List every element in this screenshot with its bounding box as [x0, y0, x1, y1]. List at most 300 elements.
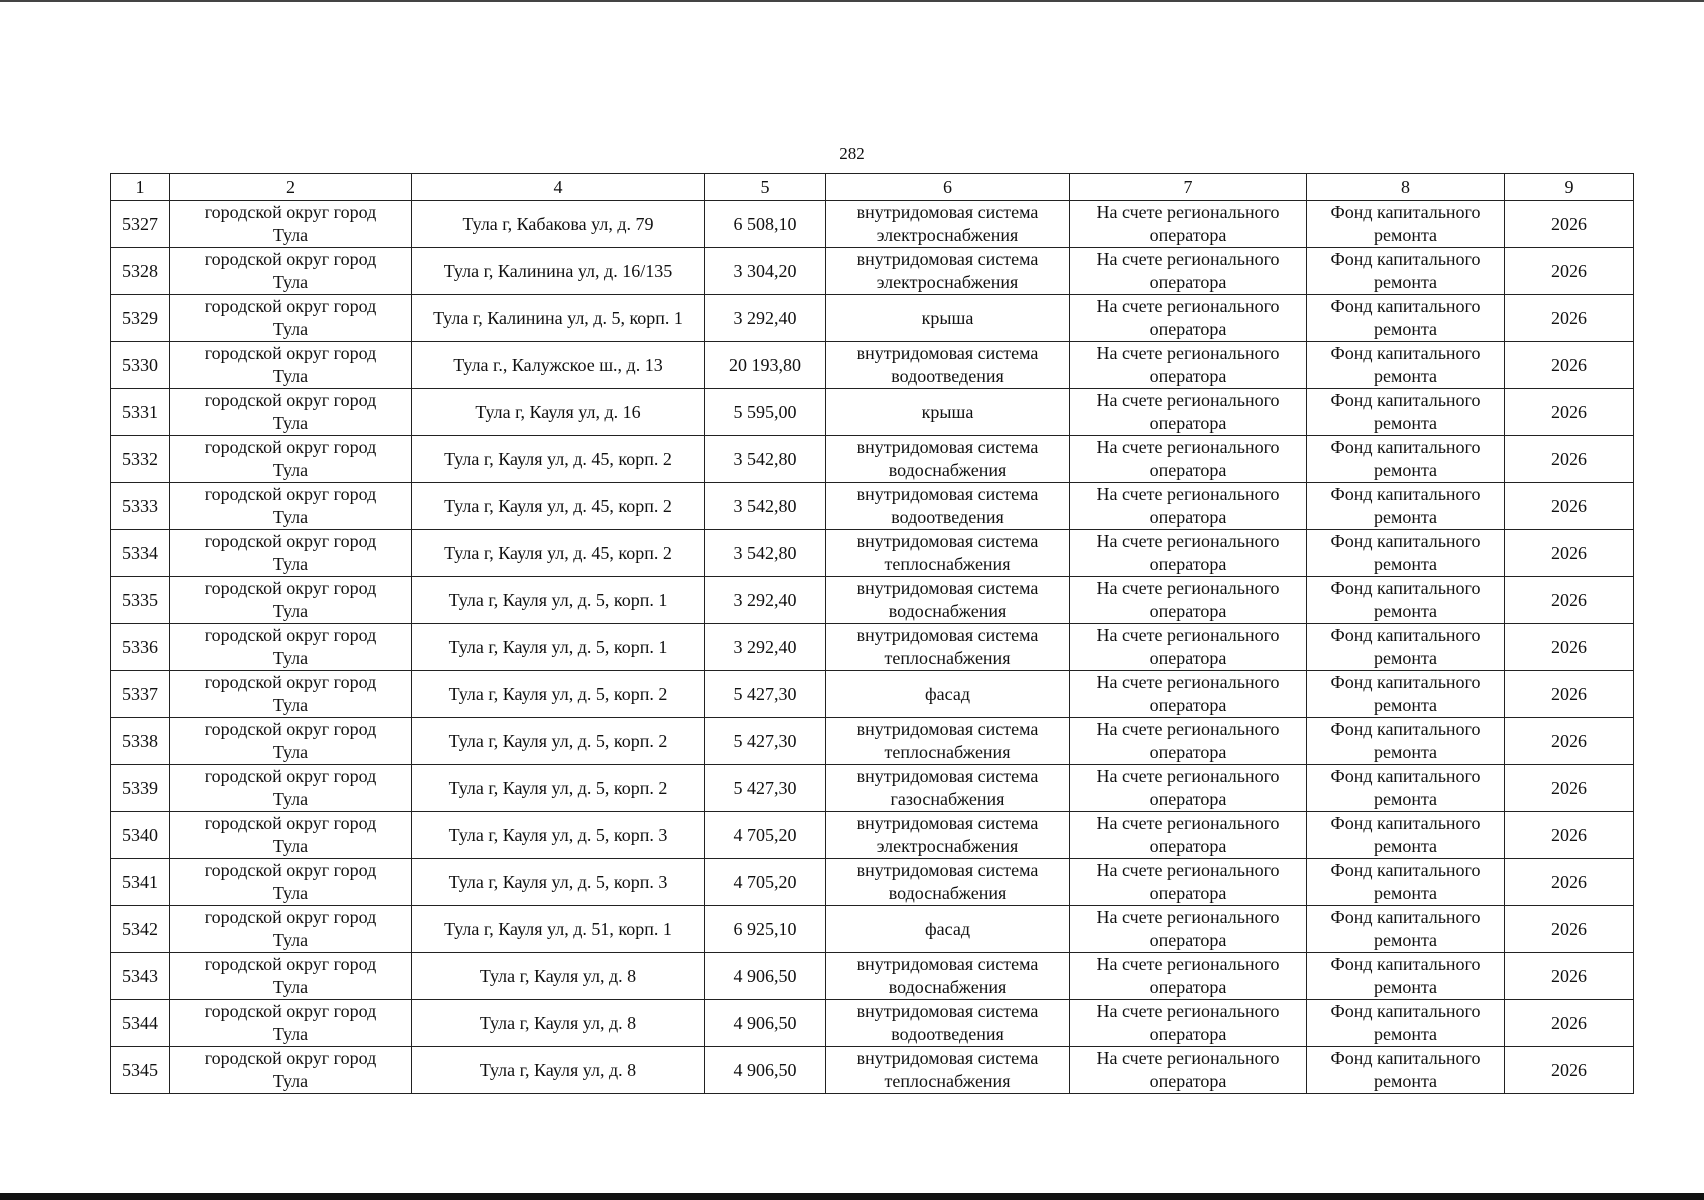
municipality-cell [170, 1000, 412, 1047]
year-cell: 2026 [1505, 295, 1634, 342]
element-line: внутридомовая система [856, 578, 1039, 598]
source-line: ремонта [1373, 695, 1438, 715]
year-cell: 2026 [1505, 248, 1634, 295]
table-row [111, 201, 1634, 248]
row-number-cell: 5336 [111, 624, 170, 671]
element-line: теплоснабжения [884, 742, 1011, 762]
method-line: На счете регионального [1096, 625, 1280, 645]
municipality-line: городской округ город [204, 249, 377, 269]
source-line: Фонд капитального [1330, 766, 1481, 786]
municipality-line: Тула [272, 883, 309, 903]
element-line: водоотведения [891, 366, 1004, 386]
table-row [111, 530, 1634, 577]
row-number-cell: 5340 [111, 812, 170, 859]
source-cell [1307, 671, 1505, 718]
area-cell: 3 542,80 [705, 483, 826, 530]
top-border-line [0, 0, 1704, 2]
source-cell [1307, 906, 1505, 953]
municipality-line: Тула [272, 836, 309, 856]
table-row [111, 436, 1634, 483]
method-cell [1070, 859, 1307, 906]
municipality-line: Тула [272, 554, 309, 574]
element-line: водоснабжения [888, 883, 1007, 903]
source-line: Фонд капитального [1330, 531, 1481, 551]
source-line: ремонта [1373, 460, 1438, 480]
method-cell [1070, 530, 1307, 577]
element-cell [826, 295, 1070, 342]
address-cell: Тула г, Кауля ул, д. 5, корп. 3 [412, 859, 705, 906]
table-body [111, 201, 1634, 1094]
table-row [111, 483, 1634, 530]
method-line: оператора [1149, 507, 1227, 527]
municipality-line: Тула [272, 366, 309, 386]
method-line: На счете регионального [1096, 202, 1280, 222]
year-cell: 2026 [1505, 1000, 1634, 1047]
row-number-cell: 5329 [111, 295, 170, 342]
municipality-line: городской округ город [204, 202, 377, 222]
element-line: теплоснабжения [884, 554, 1011, 574]
method-line: оператора [1149, 272, 1227, 292]
method-line: оператора [1149, 883, 1227, 903]
method-line: оператора [1149, 930, 1227, 950]
method-line: На счете регионального [1096, 1048, 1280, 1068]
address-cell: Тула г, Кауля ул, д. 16 [412, 389, 705, 436]
source-cell [1307, 953, 1505, 1000]
municipality-line: Тула [272, 413, 309, 433]
source-line: Фонд капитального [1330, 672, 1481, 692]
element-cell [826, 718, 1070, 765]
table-row [111, 953, 1634, 1000]
table-row [111, 295, 1634, 342]
address-cell: Тула г, Калинина ул, д. 5, корп. 1 [412, 295, 705, 342]
source-line: ремонта [1373, 366, 1438, 386]
source-cell [1307, 812, 1505, 859]
area-cell: 6 508,10 [705, 201, 826, 248]
source-cell [1307, 859, 1505, 906]
page-number: 282 [839, 144, 865, 163]
element-line: электроснабжения [876, 225, 1019, 245]
element-line: внутридомовая система [856, 249, 1039, 269]
row-number-cell: 5341 [111, 859, 170, 906]
address-cell: Тула г, Кауля ул, д. 8 [412, 953, 705, 1000]
area-cell: 6 925,10 [705, 906, 826, 953]
municipality-line: Тула [272, 507, 309, 527]
element-line: внутридомовая система [856, 531, 1039, 551]
area-cell: 4 906,50 [705, 1000, 826, 1047]
element-cell [826, 671, 1070, 718]
element-line: теплоснабжения [884, 648, 1011, 668]
element-line: теплоснабжения [884, 1071, 1011, 1091]
address-cell: Тула г, Кауля ул, д. 5, корп. 2 [412, 765, 705, 812]
source-line: Фонд капитального [1330, 202, 1481, 222]
source-cell [1307, 389, 1505, 436]
year-cell: 2026 [1505, 718, 1634, 765]
method-line: На счете регионального [1096, 766, 1280, 786]
year-cell: 2026 [1505, 1047, 1634, 1094]
method-line: оператора [1149, 366, 1227, 386]
element-line: водоснабжения [888, 601, 1007, 621]
method-line: На счете регионального [1096, 343, 1280, 363]
element-line: газоснабжения [890, 789, 1005, 809]
source-line: ремонта [1373, 930, 1438, 950]
municipality-cell [170, 201, 412, 248]
element-cell [826, 1047, 1070, 1094]
method-line: оператора [1149, 319, 1227, 339]
municipality-cell [170, 624, 412, 671]
year-cell: 2026 [1505, 859, 1634, 906]
table-header [111, 174, 1634, 201]
source-line: Фонд капитального [1330, 437, 1481, 457]
area-cell: 4 906,50 [705, 1047, 826, 1094]
element-line: фасад [924, 918, 970, 939]
source-line: ремонта [1373, 742, 1438, 762]
element-line: внутридомовая система [856, 1001, 1039, 1021]
element-line: внутридомовая система [856, 954, 1039, 974]
year-cell: 2026 [1505, 953, 1634, 1000]
method-line: оператора [1149, 554, 1227, 574]
bottom-border-line [0, 1193, 1704, 1200]
address-cell: Тула г, Кабакова ул, д. 79 [412, 201, 705, 248]
area-cell: 3 542,80 [705, 530, 826, 577]
municipality-line: городской округ город [204, 860, 377, 880]
method-line: оператора [1149, 695, 1227, 715]
municipality-line: городской округ город [204, 625, 377, 645]
municipality-line: Тула [272, 319, 309, 339]
method-line: оператора [1149, 977, 1227, 997]
municipality-line: Тула [272, 272, 309, 292]
method-cell [1070, 812, 1307, 859]
element-cell [826, 624, 1070, 671]
method-line: оператора [1149, 789, 1227, 809]
method-line: оператора [1149, 225, 1227, 245]
element-line: внутридомовая система [856, 343, 1039, 363]
municipality-cell [170, 812, 412, 859]
table-row [111, 718, 1634, 765]
column-header: 9 [1505, 174, 1634, 201]
table-row [111, 765, 1634, 812]
area-cell: 5 595,00 [705, 389, 826, 436]
source-cell [1307, 530, 1505, 577]
method-cell [1070, 342, 1307, 389]
element-cell [826, 436, 1070, 483]
municipality-cell [170, 295, 412, 342]
row-number-cell: 5333 [111, 483, 170, 530]
year-cell: 2026 [1505, 436, 1634, 483]
row-number-cell: 5342 [111, 906, 170, 953]
element-cell [826, 483, 1070, 530]
element-line: внутридомовая система [856, 813, 1039, 833]
method-line: На счете регионального [1096, 437, 1280, 457]
municipality-cell [170, 248, 412, 295]
year-cell: 2026 [1505, 530, 1634, 577]
municipality-line: Тула [272, 977, 309, 997]
method-cell [1070, 389, 1307, 436]
source-line: Фонд капитального [1330, 484, 1481, 504]
source-line: ремонта [1373, 1071, 1438, 1091]
municipality-cell [170, 718, 412, 765]
source-line: ремонта [1373, 225, 1438, 245]
source-cell [1307, 483, 1505, 530]
address-cell: Тула г, Кауля ул, д. 5, корп. 1 [412, 624, 705, 671]
municipality-line: городской округ город [204, 954, 377, 974]
table-row [111, 1000, 1634, 1047]
source-line: Фонд капитального [1330, 719, 1481, 739]
row-number-cell: 5343 [111, 953, 170, 1000]
municipality-cell [170, 859, 412, 906]
source-cell [1307, 248, 1505, 295]
municipality-line: городской округ город [204, 578, 377, 598]
source-cell [1307, 765, 1505, 812]
municipality-line: городской округ город [204, 907, 377, 927]
address-cell: Тула г, Кауля ул, д. 5, корп. 1 [412, 577, 705, 624]
source-cell [1307, 624, 1505, 671]
source-cell [1307, 577, 1505, 624]
source-line: ремонта [1373, 883, 1438, 903]
table-row [111, 812, 1634, 859]
element-cell [826, 765, 1070, 812]
element-cell [826, 248, 1070, 295]
header-row [111, 174, 1634, 201]
row-number-cell: 5332 [111, 436, 170, 483]
element-cell [826, 201, 1070, 248]
year-cell: 2026 [1505, 906, 1634, 953]
source-cell [1307, 295, 1505, 342]
column-header: 2 [170, 174, 412, 201]
table-row [111, 577, 1634, 624]
element-cell [826, 859, 1070, 906]
element-line: внутридомовая система [856, 202, 1039, 222]
element-cell [826, 1000, 1070, 1047]
area-cell: 5 427,30 [705, 718, 826, 765]
municipality-line: городской округ город [204, 719, 377, 739]
municipality-line: городской округ город [204, 390, 377, 410]
element-line: водоотведения [891, 1024, 1004, 1044]
municipality-cell [170, 953, 412, 1000]
source-line: ремонта [1373, 789, 1438, 809]
source-line: Фонд капитального [1330, 954, 1481, 974]
area-cell: 4 705,20 [705, 859, 826, 906]
municipality-cell [170, 1047, 412, 1094]
method-cell [1070, 624, 1307, 671]
method-line: На счете регионального [1096, 954, 1280, 974]
source-line: Фонд капитального [1330, 907, 1481, 927]
area-cell: 3 292,40 [705, 295, 826, 342]
source-line: Фонд капитального [1330, 1048, 1481, 1068]
municipality-line: Тула [272, 742, 309, 762]
element-line: внутридомовая система [856, 766, 1039, 786]
municipality-line: Тула [272, 648, 309, 668]
municipality-line: городской округ город [204, 766, 377, 786]
municipality-cell [170, 342, 412, 389]
method-line: оператора [1149, 601, 1227, 621]
address-cell: Тула г, Кауля ул, д. 8 [412, 1000, 705, 1047]
source-line: Фонд капитального [1330, 1001, 1481, 1021]
area-cell: 5 427,30 [705, 765, 826, 812]
method-line: На счете регионального [1096, 907, 1280, 927]
row-number-cell: 5334 [111, 530, 170, 577]
municipality-line: городской округ город [204, 1048, 377, 1068]
municipality-cell [170, 436, 412, 483]
year-cell: 2026 [1505, 483, 1634, 530]
column-header: 5 [705, 174, 826, 201]
source-line: ремонта [1373, 507, 1438, 527]
element-line: электроснабжения [876, 272, 1019, 292]
method-line: оператора [1149, 413, 1227, 433]
source-line: ремонта [1373, 1024, 1438, 1044]
municipality-cell [170, 577, 412, 624]
method-cell [1070, 295, 1307, 342]
row-number-cell: 5337 [111, 671, 170, 718]
method-line: На счете регионального [1096, 719, 1280, 739]
address-cell: Тула г, Кауля ул, д. 45, корп. 2 [412, 436, 705, 483]
municipality-cell [170, 765, 412, 812]
method-line: На счете регионального [1096, 672, 1280, 692]
table-row [111, 248, 1634, 295]
method-cell [1070, 671, 1307, 718]
address-cell: Тула г., Калужское ш., д. 13 [412, 342, 705, 389]
method-line: На счете регионального [1096, 484, 1280, 504]
municipality-line: городской округ город [204, 484, 377, 504]
method-cell [1070, 1047, 1307, 1094]
source-line: Фонд капитального [1330, 296, 1481, 316]
table-row [111, 1047, 1634, 1094]
year-cell: 2026 [1505, 624, 1634, 671]
table-row [111, 389, 1634, 436]
row-number-cell: 5327 [111, 201, 170, 248]
municipality-cell [170, 906, 412, 953]
source-line: Фонд капитального [1330, 249, 1481, 269]
year-cell: 2026 [1505, 201, 1634, 248]
element-line: внутридомовая система [856, 437, 1039, 457]
row-number-cell: 5330 [111, 342, 170, 389]
element-cell [826, 812, 1070, 859]
element-line: крыша [921, 401, 974, 422]
method-line: оператора [1149, 1071, 1227, 1091]
municipality-line: Тула [272, 601, 309, 621]
row-number-cell: 5344 [111, 1000, 170, 1047]
source-line: ремонта [1373, 413, 1438, 433]
source-line: Фонд капитального [1330, 813, 1481, 833]
address-cell: Тула г, Кауля ул, д. 5, корп. 3 [412, 812, 705, 859]
element-cell [826, 342, 1070, 389]
element-line: электроснабжения [876, 836, 1019, 856]
method-line: оператора [1149, 836, 1227, 856]
repair-register-table [110, 173, 1634, 1094]
municipality-cell [170, 483, 412, 530]
source-line: ремонта [1373, 319, 1438, 339]
municipality-line: городской округ город [204, 672, 377, 692]
source-line: Фонд капитального [1330, 390, 1481, 410]
element-line: внутридомовая система [856, 1048, 1039, 1068]
source-cell [1307, 342, 1505, 389]
row-number-cell: 5335 [111, 577, 170, 624]
method-cell [1070, 483, 1307, 530]
element-line: водоотведения [891, 507, 1004, 527]
column-header: 1 [111, 174, 170, 201]
method-cell [1070, 201, 1307, 248]
area-cell: 3 292,40 [705, 624, 826, 671]
method-line: На счете регионального [1096, 531, 1280, 551]
year-cell: 2026 [1505, 765, 1634, 812]
municipality-line: городской округ город [204, 1001, 377, 1021]
element-cell [826, 389, 1070, 436]
year-cell: 2026 [1505, 342, 1634, 389]
address-cell: Тула г, Кауля ул, д. 5, корп. 2 [412, 671, 705, 718]
area-cell: 20 193,80 [705, 342, 826, 389]
municipality-line: городской округ город [204, 813, 377, 833]
method-line: На счете регионального [1096, 860, 1280, 880]
area-cell: 3 292,40 [705, 577, 826, 624]
method-line: оператора [1149, 460, 1227, 480]
municipality-line: городской округ город [204, 531, 377, 551]
element-line: водоснабжения [888, 460, 1007, 480]
municipality-line: Тула [272, 930, 309, 950]
column-header: 6 [826, 174, 1070, 201]
municipality-cell [170, 671, 412, 718]
element-line: крыша [921, 307, 974, 328]
method-cell [1070, 1000, 1307, 1047]
area-cell: 3 304,20 [705, 248, 826, 295]
year-cell: 2026 [1505, 577, 1634, 624]
municipality-line: Тула [272, 1071, 309, 1091]
address-cell: Тула г, Кауля ул, д. 8 [412, 1047, 705, 1094]
element-line: внутридомовая система [856, 860, 1039, 880]
row-number-cell: 5339 [111, 765, 170, 812]
row-number-cell: 5345 [111, 1047, 170, 1094]
area-cell: 4 906,50 [705, 953, 826, 1000]
source-line: ремонта [1373, 648, 1438, 668]
method-cell [1070, 906, 1307, 953]
element-line: внутридомовая система [856, 625, 1039, 645]
method-line: оператора [1149, 742, 1227, 762]
column-header: 8 [1307, 174, 1505, 201]
source-cell [1307, 201, 1505, 248]
municipality-line: Тула [272, 225, 309, 245]
method-cell [1070, 953, 1307, 1000]
method-line: На счете регионального [1096, 390, 1280, 410]
method-line: На счете регионального [1096, 296, 1280, 316]
column-header: 4 [412, 174, 705, 201]
method-cell [1070, 577, 1307, 624]
address-cell: Тула г, Кауля ул, д. 45, корп. 2 [412, 530, 705, 577]
method-cell [1070, 718, 1307, 765]
row-number-cell: 5328 [111, 248, 170, 295]
municipality-cell [170, 530, 412, 577]
area-cell: 5 427,30 [705, 671, 826, 718]
method-line: оператора [1149, 648, 1227, 668]
municipality-line: Тула [272, 460, 309, 480]
address-cell: Тула г, Кауля ул, д. 45, корп. 2 [412, 483, 705, 530]
year-cell: 2026 [1505, 389, 1634, 436]
year-cell: 2026 [1505, 812, 1634, 859]
element-line: фасад [924, 683, 970, 704]
table-row [111, 859, 1634, 906]
element-line: внутридомовая система [856, 484, 1039, 504]
element-cell [826, 953, 1070, 1000]
source-line: ремонта [1373, 601, 1438, 621]
municipality-line: Тула [272, 695, 309, 715]
area-cell: 4 705,20 [705, 812, 826, 859]
method-line: На счете регионального [1096, 813, 1280, 833]
address-cell: Тула г, Кауля ул, д. 51, корп. 1 [412, 906, 705, 953]
area-cell: 3 542,80 [705, 436, 826, 483]
source-line: Фонд капитального [1330, 625, 1481, 645]
municipality-cell [170, 389, 412, 436]
table-row [111, 342, 1634, 389]
source-line: Фонд капитального [1330, 860, 1481, 880]
column-header: 7 [1070, 174, 1307, 201]
municipality-line: городской округ город [204, 296, 377, 316]
